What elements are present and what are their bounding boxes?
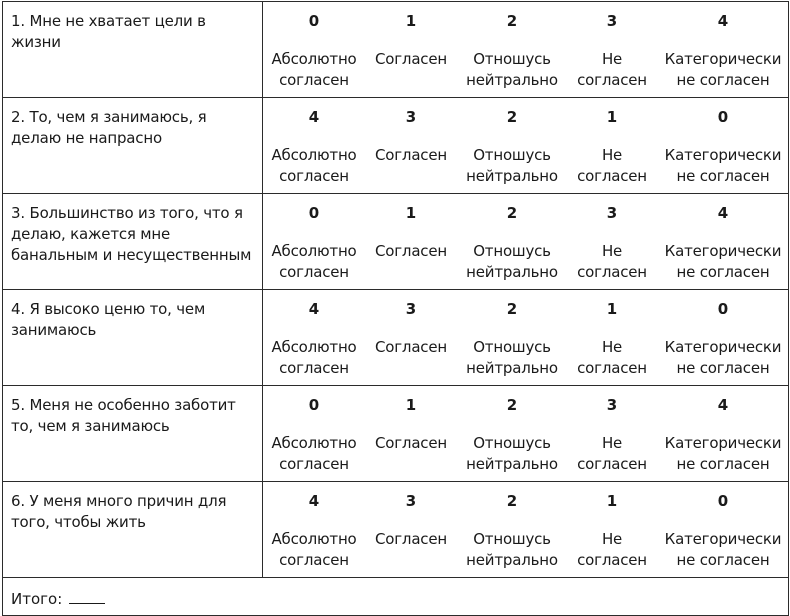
option-disagree[interactable] — [567, 290, 657, 385]
option-score: 1 — [405, 12, 417, 30]
option-label: Отношусь нейтрально — [466, 434, 558, 473]
option-strongly-disagree[interactable] — [657, 482, 789, 577]
option-strongly-disagree[interactable] — [657, 386, 789, 481]
option-label: Категорически не согласен — [664, 242, 782, 281]
option-score: 1 — [606, 300, 618, 318]
question-text: 4. Я высоко ценю то, чем занимаюсь — [11, 300, 206, 339]
option-score: 3 — [606, 12, 618, 30]
option-disagree[interactable] — [567, 482, 657, 577]
question-row-1 — [3, 2, 789, 98]
survey-table — [2, 1, 789, 616]
question-row-2 — [3, 98, 789, 194]
option-label: Категорически не согласен — [664, 146, 782, 185]
option-fully-agree[interactable] — [263, 386, 365, 481]
option-score: 2 — [506, 108, 518, 126]
option-label: Абсолютно согласен — [271, 50, 357, 89]
option-score: 2 — [506, 204, 518, 222]
option-label: Согласен — [375, 242, 447, 260]
option-label: Не согласен — [577, 50, 647, 89]
option-fully-agree[interactable] — [263, 194, 365, 289]
option-strongly-disagree[interactable] — [657, 194, 789, 289]
question-cell — [3, 290, 263, 386]
question-cell — [3, 2, 263, 98]
question-cell — [3, 98, 263, 194]
option-agree[interactable] — [365, 194, 457, 289]
option-disagree[interactable] — [567, 2, 657, 97]
option-score: 0 — [308, 396, 320, 414]
option-agree[interactable] — [365, 2, 457, 97]
total-cell — [3, 578, 789, 616]
option-label: Согласен — [375, 338, 447, 356]
option-label: Абсолютно согласен — [271, 242, 357, 281]
option-agree[interactable] — [365, 482, 457, 577]
total-blank-field[interactable] — [69, 588, 105, 604]
option-fully-agree[interactable] — [263, 482, 365, 577]
option-label: Не согласен — [577, 242, 647, 281]
option-agree[interactable] — [365, 290, 457, 385]
option-fully-agree[interactable] — [263, 2, 365, 97]
options-cell — [263, 482, 789, 578]
option-agree[interactable] — [365, 386, 457, 481]
option-strongly-disagree[interactable] — [657, 98, 789, 193]
options-cell — [263, 98, 789, 194]
option-score: 3 — [405, 492, 417, 510]
option-agree[interactable] — [365, 98, 457, 193]
option-neutral[interactable] — [457, 2, 567, 97]
total-row — [3, 578, 789, 616]
option-score: 1 — [606, 492, 618, 510]
option-score: 4 — [308, 492, 320, 510]
option-score: 3 — [606, 396, 618, 414]
options-cell — [263, 290, 789, 386]
option-fully-agree[interactable] — [263, 98, 365, 193]
option-label: Не согласен — [577, 434, 647, 473]
option-label: Не согласен — [577, 530, 647, 569]
option-score: 0 — [717, 300, 729, 318]
question-cell — [3, 386, 263, 482]
options-cell — [263, 386, 789, 482]
option-label: Отношусь нейтрально — [466, 338, 558, 377]
option-label: Отношусь нейтрально — [466, 146, 558, 185]
option-score: 1 — [405, 396, 417, 414]
option-score: 0 — [717, 108, 729, 126]
question-cell — [3, 482, 263, 578]
option-neutral[interactable] — [457, 194, 567, 289]
option-label: Категорически не согласен — [664, 434, 782, 473]
option-neutral[interactable] — [457, 98, 567, 193]
question-text: 3. Большинство из того, что я делаю, кажется мне банальным и несущественным — [11, 204, 252, 264]
question-text: 1. Мне не хватает цели в жизни — [11, 12, 206, 51]
options-cell — [263, 2, 789, 98]
option-score: 2 — [506, 396, 518, 414]
total-label: Итого: — [11, 590, 63, 608]
option-neutral[interactable] — [457, 386, 567, 481]
option-score: 4 — [308, 108, 320, 126]
option-fully-agree[interactable] — [263, 290, 365, 385]
option-label: Не согласен — [577, 338, 647, 377]
option-label: Согласен — [375, 146, 447, 164]
option-score: 2 — [506, 12, 518, 30]
option-score: 3 — [606, 204, 618, 222]
option-label: Категорически не согласен — [664, 530, 782, 569]
option-score: 0 — [308, 12, 320, 30]
question-row-3 — [3, 194, 789, 290]
question-row-5 — [3, 386, 789, 482]
option-label: Категорически не согласен — [664, 338, 782, 377]
question-text: 6. У меня много причин для того, чтобы жить — [11, 492, 227, 531]
option-label: Отношусь нейтрально — [466, 530, 558, 569]
option-label: Отношусь нейтрально — [466, 50, 558, 89]
option-score: 1 — [606, 108, 618, 126]
option-score: 2 — [506, 492, 518, 510]
option-label: Согласен — [375, 50, 447, 68]
option-disagree[interactable] — [567, 194, 657, 289]
option-score: 4 — [717, 204, 729, 222]
question-row-6 — [3, 482, 789, 578]
option-label: Абсолютно согласен — [271, 338, 357, 377]
options-cell — [263, 194, 789, 290]
option-score: 4 — [717, 396, 729, 414]
question-cell — [3, 194, 263, 290]
option-label: Абсолютно согласен — [271, 146, 357, 185]
option-score: 3 — [405, 300, 417, 318]
option-label: Не согласен — [577, 146, 647, 185]
option-disagree[interactable] — [567, 98, 657, 193]
option-label: Согласен — [375, 530, 447, 548]
option-label: Отношусь нейтрально — [466, 242, 558, 281]
option-label: Абсолютно согласен — [271, 530, 357, 569]
option-score: 4 — [717, 12, 729, 30]
option-score: 2 — [506, 300, 518, 318]
option-neutral[interactable] — [457, 290, 567, 385]
option-label: Согласен — [375, 434, 447, 452]
question-row-4 — [3, 290, 789, 386]
option-score: 3 — [405, 108, 417, 126]
option-label: Абсолютно согласен — [271, 434, 357, 473]
option-score: 0 — [308, 204, 320, 222]
option-score: 0 — [717, 492, 729, 510]
option-neutral[interactable] — [457, 482, 567, 577]
option-strongly-disagree[interactable] — [657, 2, 789, 97]
question-text: 2. То, чем я занимаюсь, я делаю не напрасно — [11, 108, 207, 147]
option-score: 1 — [405, 204, 417, 222]
option-label: Категорически не согласен — [664, 50, 782, 89]
question-text: 5. Меня не особенно заботит то, чем я занимаюсь — [11, 396, 236, 435]
option-strongly-disagree[interactable] — [657, 290, 789, 385]
option-score: 4 — [308, 300, 320, 318]
option-disagree[interactable] — [567, 386, 657, 481]
